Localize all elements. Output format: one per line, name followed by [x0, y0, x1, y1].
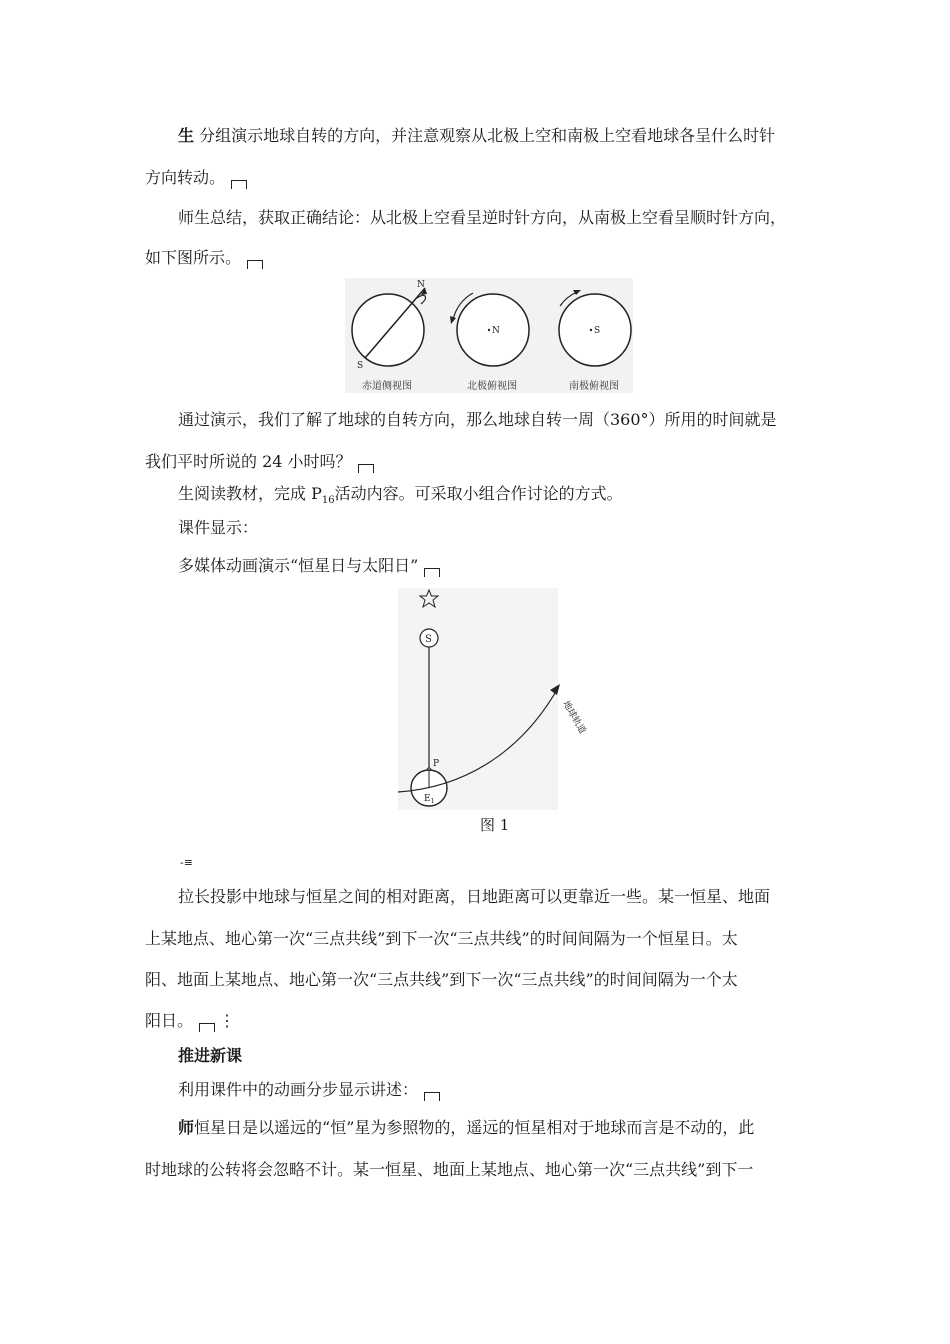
- star-icon: [420, 590, 438, 607]
- para2-line2: 如下图所示。: [145, 248, 263, 269]
- rotation-diagram: [345, 278, 633, 393]
- paragraph-mark-icon: [199, 1023, 215, 1032]
- north-label: N: [417, 280, 425, 290]
- para7-line1: 拉长投影中地球与恒星之间的相对距离，日地距离可以更靠近一些。某一恒星、地面: [178, 887, 771, 906]
- para1-line2: 方向转动。: [145, 168, 247, 189]
- south-pole-label: S: [594, 326, 601, 336]
- para9-line1: 师恒星日是以遥远的“恒”星为参照物的，遥远的恒星相对于地球而言是不动的，此: [178, 1118, 755, 1137]
- para7-line2: 上某地点、地心第一次“三点共线”到下一次“三点共线”的时间间隔为一个恒星日。太: [145, 929, 738, 948]
- para4: 生阅读教材，完成 $P_{16}$活动内容。可采取小组合作讨论的方式。: [178, 484, 623, 507]
- section-heading: 推进新课: [178, 1046, 243, 1065]
- caption-south-view: 南极俯视图: [569, 381, 619, 392]
- paragraph-mark-icon: [424, 1092, 440, 1101]
- para9-line2: 时地球的公转将会忽略不计。某一恒星、地面上某地点、地心第一次“三点共线”到下一: [145, 1160, 754, 1179]
- caption-north-view: 北极俯视图: [467, 381, 517, 392]
- para1-line1: 生 分组演示地球自转的方向，并注意观察从北极上空和南极上空看地球各呈什么时针: [178, 126, 776, 145]
- paragraph-mark-icon: [247, 260, 263, 269]
- para7-line3: 阳、地面上某地点、地心第一次“三点共线”到下一次“三点共线”的时间间隔为一个太: [145, 970, 738, 989]
- para8: 利用课件中的动画分步显示讲述：: [178, 1080, 440, 1101]
- figure-caption: 图 1: [480, 816, 510, 834]
- para5: 课件显示：: [178, 518, 259, 537]
- south-label: S: [357, 361, 364, 371]
- paragraph-mark-icon: [358, 464, 374, 473]
- earth-side-view: [352, 294, 424, 366]
- orbit-label: 地球轨道: [560, 699, 588, 736]
- caption-equator-view: 赤道侧视图: [362, 381, 412, 392]
- north-pole-label: N: [492, 326, 500, 336]
- para3-line2: 我们平时所说的 24 小时吗？: [145, 452, 374, 473]
- small-mark: -≡: [180, 856, 193, 869]
- paragraph-mark-icon: [231, 180, 247, 189]
- sun-label: S: [425, 634, 432, 645]
- speaker-label: 师: [178, 1118, 195, 1137]
- sidereal-day-diagram: [398, 588, 588, 810]
- sidereal-day-figure: [398, 588, 588, 810]
- rotation-arrow-icon: [417, 295, 426, 304]
- orbit-arrow-icon: [550, 684, 560, 695]
- point-label: P: [433, 759, 440, 769]
- rotation-figure: [345, 278, 633, 393]
- earth-label: $E_1$: [424, 794, 435, 805]
- speaker-label: 生: [178, 126, 195, 145]
- para6: 多媒体动画演示“恒星日与太阳日”: [178, 556, 440, 577]
- paragraph-mark-icon: [424, 568, 440, 577]
- para2-line1: 师生总结，获取正确结论：从北极上空看呈逆时针方向，从南极上空看呈顺时针方向，: [178, 208, 787, 227]
- para7-line4: 阳日。 ⋮: [145, 1011, 236, 1030]
- para3-line1: 通过演示，我们了解了地球的自转方向，那么地球自转一周（360°）所用的时间就是: [178, 410, 777, 429]
